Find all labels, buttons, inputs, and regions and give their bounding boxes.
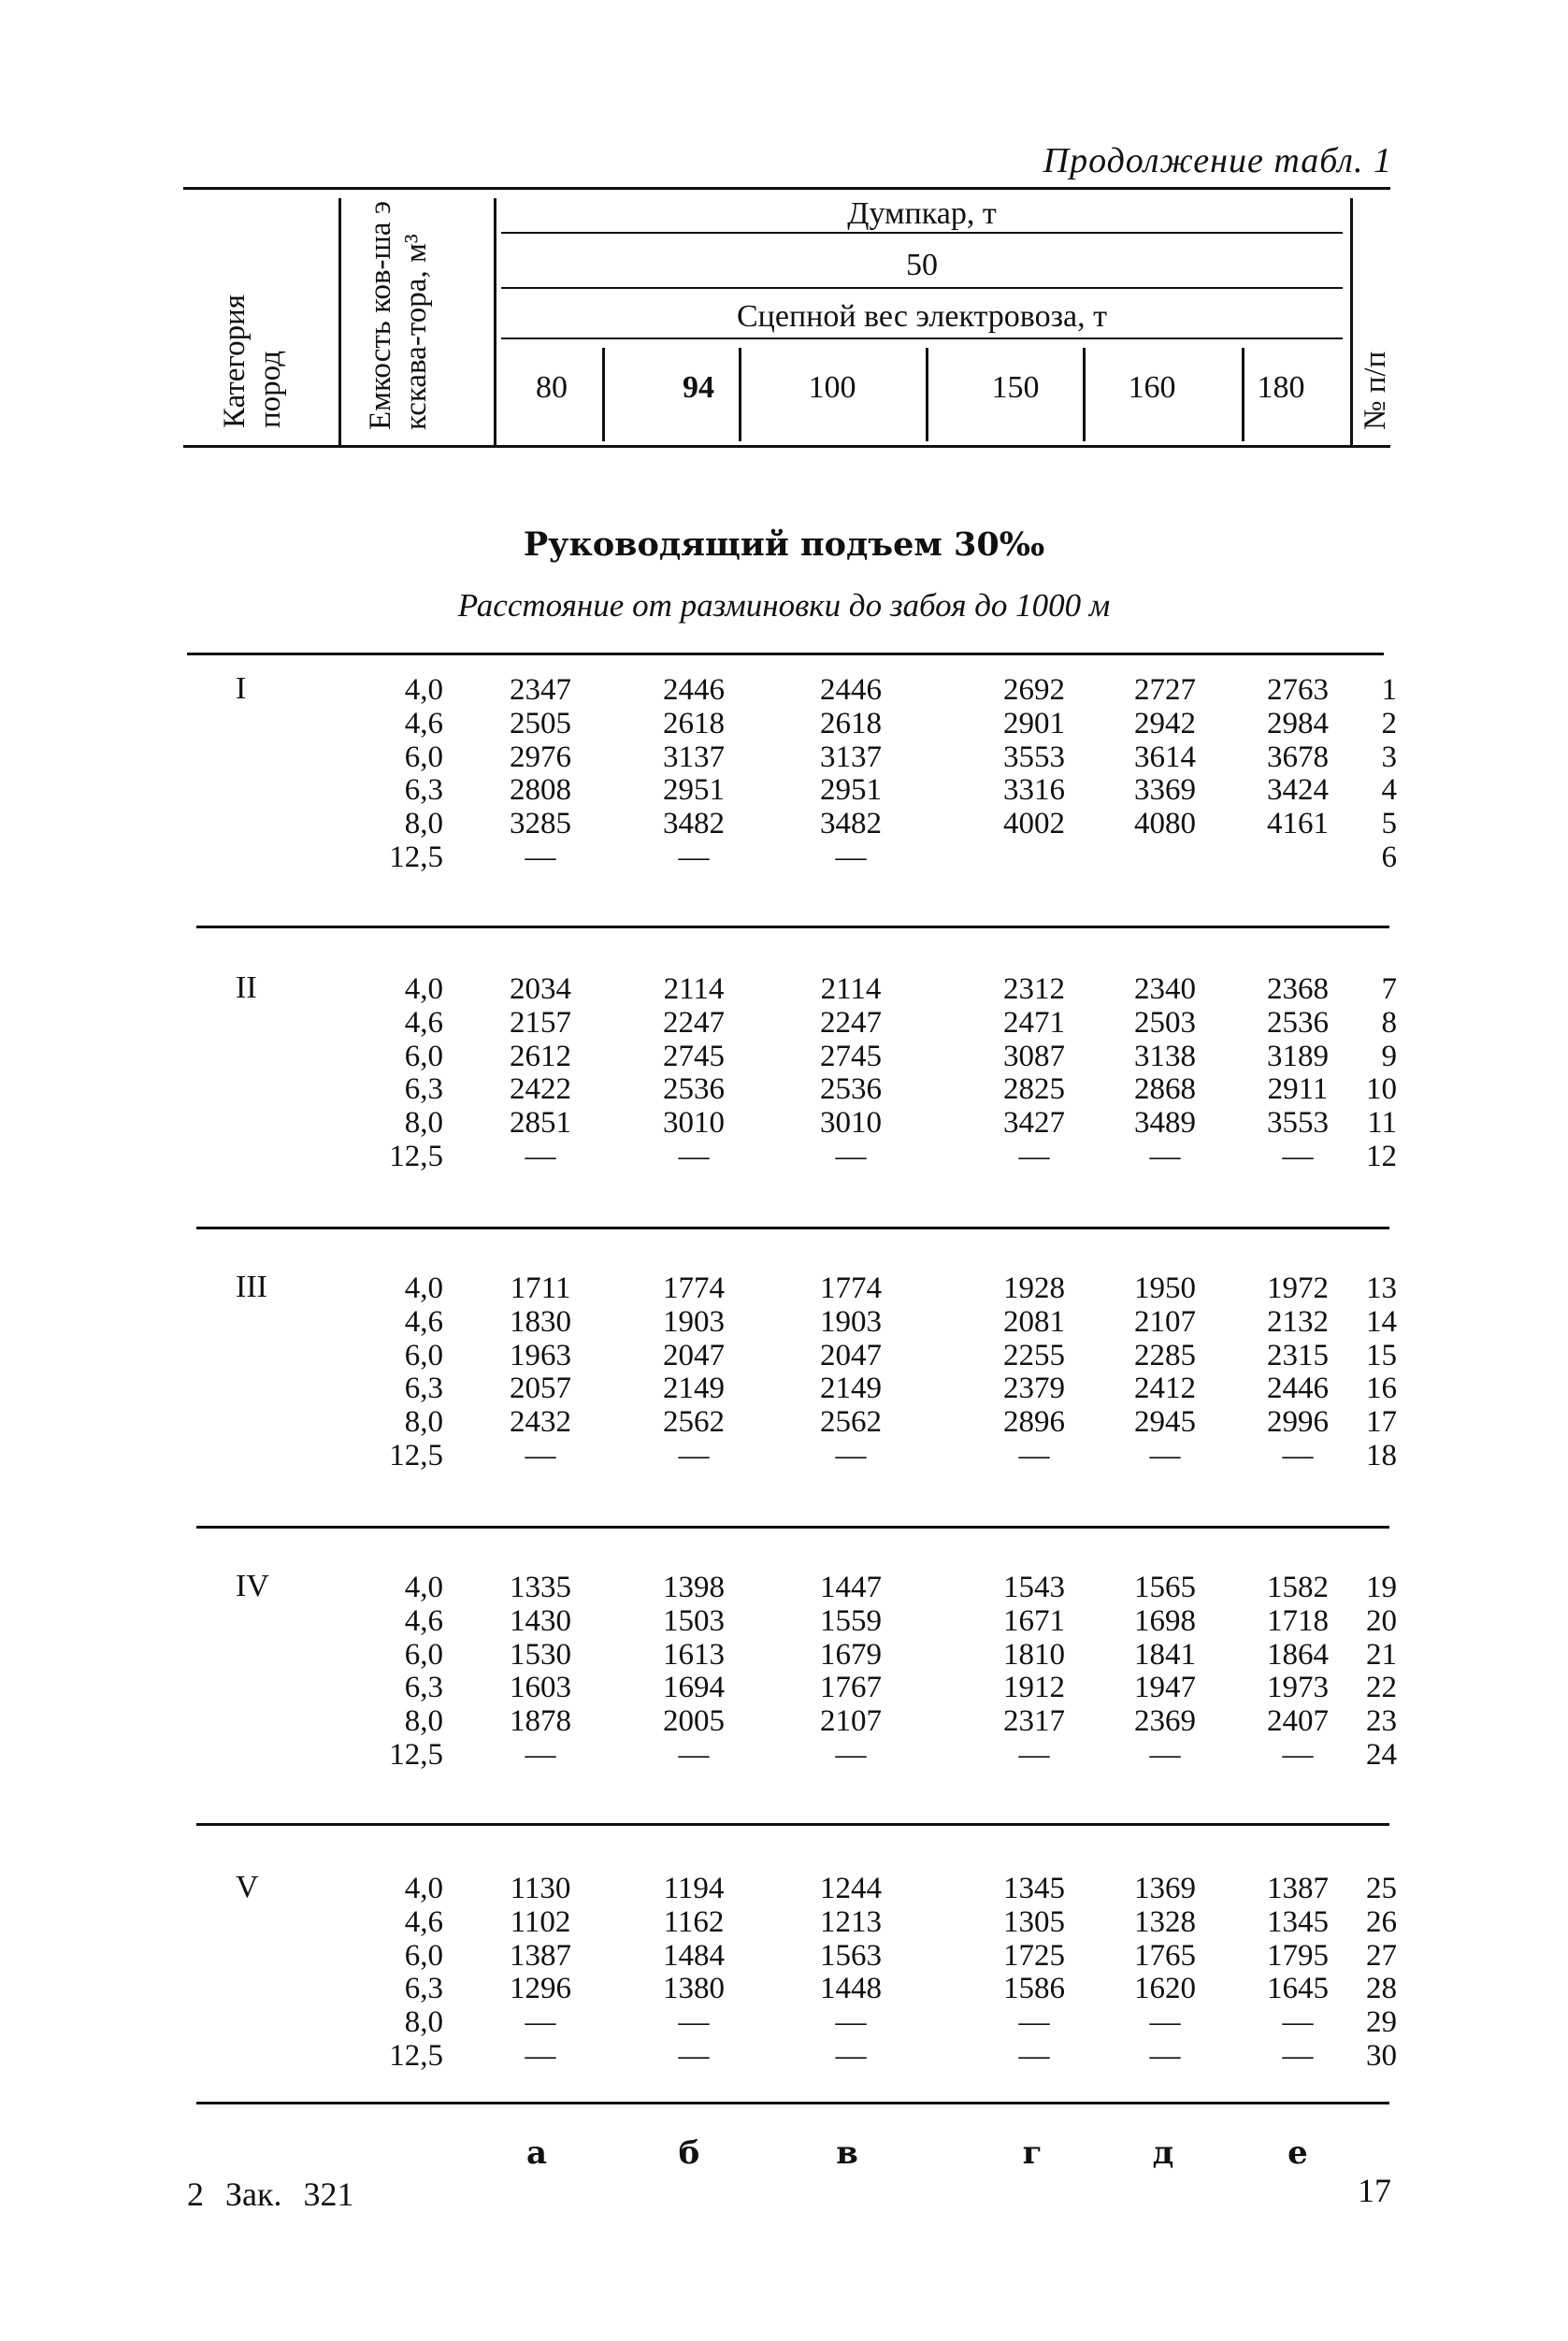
row-number: 14 [1366,1305,1397,1339]
row-number: 9 [1381,1040,1397,1073]
row-number: 28 [1366,1972,1397,2005]
table-cell: 3137 [663,740,725,774]
table-cell: 2536 [1267,1006,1329,1040]
bucket-capacity: 6,3 [404,1671,443,1704]
row-number: 21 [1366,1638,1397,1672]
header-dumpcar-value: 50 [906,248,938,282]
table-cell: 3189 [1267,1040,1329,1073]
table-cell: 1774 [663,1271,725,1305]
table-cell: — [1018,1439,1050,1472]
header-divider-1 [338,198,341,445]
table-cell: 1679 [820,1638,882,1672]
table-cell: — [678,1738,710,1772]
bucket-capacity: 4,0 [404,1271,443,1305]
table-cell: 3678 [1267,740,1329,774]
table-cell: 1698 [1134,1604,1196,1638]
footer-order: 2 Зак. 321 [187,2176,354,2213]
column-letter: б [678,2134,700,2172]
table-cell: 1928 [1003,1271,1065,1305]
table-cell: 2763 [1267,673,1329,707]
row-number: 4 [1381,773,1397,807]
header-rule-dumpcar [501,232,1343,234]
row-number: 11 [1367,1106,1397,1140]
table-cell: 2808 [510,773,571,807]
row-number: 24 [1366,1738,1397,1772]
table-cell: 3553 [1003,740,1065,774]
table-cell: 1559 [820,1604,882,1638]
table-cell: 1950 [1134,1271,1196,1305]
table-cell: 2901 [1003,707,1065,740]
column-letter: г [1022,2134,1043,2172]
bucket-capacity: 6,3 [404,1972,443,2005]
table-cell: — [678,840,710,874]
table-cell: 2745 [820,1040,882,1073]
row-number: 30 [1366,2039,1397,2073]
bucket-capacity: 6,0 [404,1040,443,1073]
row-number: 10 [1366,1072,1397,1106]
header-dumpcar: Думпкар, т [847,196,997,231]
table-cell: 2471 [1003,1006,1065,1040]
table-cell: 1767 [820,1671,882,1704]
table-cell: 4161 [1267,807,1329,840]
table-cell: 2432 [510,1405,571,1439]
bucket-capacity: 4,6 [404,1305,443,1339]
table-cell: — [835,1140,867,1173]
table-cell: 2047 [820,1339,882,1372]
table-cell: 2562 [663,1405,725,1439]
table-cell: 1563 [820,1939,882,1973]
bucket-capacity: 6,3 [404,773,443,807]
table-cell: — [1282,1140,1314,1173]
table-cell: 2562 [820,1405,882,1439]
category-label: I [236,671,247,706]
weight-header: 180 [1257,370,1305,405]
table-cell: — [1018,1140,1050,1173]
header-rule-50 [501,287,1343,289]
row-number: 8 [1381,1006,1397,1040]
bucket-capacity: 8,0 [404,1704,443,1738]
table-cell: 1810 [1003,1638,1065,1672]
row-number: 1 [1381,673,1397,707]
table-cell: 3087 [1003,1040,1065,1073]
header-row-number: № п/п [1359,351,1392,430]
table-cell: — [678,2039,710,2073]
table-cell: — [835,840,867,874]
bucket-capacity: 12,5 [389,840,443,874]
table-cell: 1345 [1267,1905,1329,1939]
table-cell: — [835,1439,867,1472]
table-cell: 1380 [663,1972,725,2005]
bucket-capacity: 6,0 [404,1638,443,1672]
table-cell: 1296 [510,1972,571,2005]
group-rule [187,653,1384,655]
bucket-capacity: 4,6 [404,1604,443,1638]
table-cell: 2149 [820,1372,882,1405]
table-cell: — [525,1140,556,1173]
table-cell: 3553 [1267,1106,1329,1140]
table-cell: 3482 [663,807,725,840]
table-cell: 2951 [820,773,882,807]
table-cell: 1447 [820,1571,882,1604]
row-number: 17 [1366,1405,1397,1439]
table-cell: 2996 [1267,1405,1329,1439]
table-cell: 2984 [1267,707,1329,740]
table-cell: — [678,1140,710,1173]
group-rule [196,1823,1389,1826]
table-cell: 1213 [820,1905,882,1939]
table-cell: 1398 [663,1571,725,1604]
weight-header: 80 [536,370,568,405]
table-cell: 4002 [1003,807,1065,840]
table-cell: 1620 [1134,1972,1196,2005]
table-cell: — [1282,1738,1314,1772]
continuation-caption: Продолжение табл. 1 [1043,141,1392,180]
table-cell: 2446 [663,673,725,707]
weight-divider-3 [926,348,928,441]
table-cell: — [525,1738,556,1772]
table-cell: — [1282,1439,1314,1472]
row-number: 29 [1366,2005,1397,2039]
table-cell: — [678,2005,710,2039]
bucket-capacity: 4,6 [404,707,443,740]
table-cell: 2942 [1134,707,1196,740]
table-cell: 1484 [663,1939,725,1973]
header-category: Категория пород [218,294,287,428]
table-cell: 2503 [1134,1006,1196,1040]
header-bottom-rule [183,445,1390,448]
table-cell: — [1018,2039,1050,2073]
bucket-capacity: 4,0 [404,673,443,707]
table-cell: 2536 [663,1072,725,1106]
table-cell: 2612 [510,1040,571,1073]
table-cell: 1718 [1267,1604,1329,1638]
row-number: 5 [1381,807,1397,840]
table-cell: 2255 [1003,1339,1065,1372]
table-cell: 1586 [1003,1972,1065,2005]
header-top-rule [183,187,1390,190]
table-cell: 1305 [1003,1905,1065,1939]
row-number: 20 [1366,1604,1397,1638]
table-cell: 1369 [1134,1872,1196,1905]
table-cell: 1645 [1267,1972,1329,2005]
row-number: 27 [1366,1939,1397,1973]
table-cell: 1972 [1267,1271,1329,1305]
table-cell: 1878 [510,1704,571,1738]
table-cell: — [1282,2039,1314,2073]
table-cell: 2911 [1267,1072,1329,1106]
table-cell: 1903 [663,1305,725,1339]
bucket-capacity: 6,0 [404,1339,443,1372]
row-number: 23 [1366,1704,1397,1738]
table-cell: 2618 [820,707,882,740]
table-cell: 1613 [663,1638,725,1672]
table-cell: 3316 [1003,773,1065,807]
table-cell: — [1018,1738,1050,1772]
table-cell: 2368 [1267,972,1329,1006]
table-cell: 2047 [663,1339,725,1372]
table-cell: — [835,2039,867,2073]
table-cell: — [835,1738,867,1772]
table-cell: 1774 [820,1271,882,1305]
row-number: 3 [1381,740,1397,774]
table-cell: 2340 [1134,972,1196,1006]
table-cell: 2081 [1003,1305,1065,1339]
weight-header: 94 [683,370,714,405]
table-cell: — [525,2039,556,2073]
table-cell: 1244 [820,1872,882,1905]
group-rule [196,926,1389,928]
table-cell: 2114 [663,972,725,1006]
table-cell: 1530 [510,1638,571,1672]
table-cell: 1973 [1267,1671,1329,1704]
table-cell: 2825 [1003,1072,1065,1106]
column-letter: в [836,2134,858,2172]
row-number: 22 [1366,1671,1397,1704]
table-cell: 2132 [1267,1305,1329,1339]
table-cell: 3369 [1134,773,1196,807]
table-cell: 1671 [1003,1604,1065,1638]
table-cell: 2422 [510,1072,571,1106]
table-cell: 2692 [1003,673,1065,707]
table-cell: 3010 [820,1106,882,1140]
table-cell: 2727 [1134,673,1196,707]
table-cell: 1725 [1003,1939,1065,1973]
bucket-capacity: 8,0 [404,1106,443,1140]
table-cell: — [525,1439,556,1472]
bucket-capacity: 12,5 [389,1140,443,1173]
row-number: 18 [1366,1439,1397,1472]
row-number: 26 [1366,1905,1397,1939]
table-cell: 1963 [510,1339,571,1372]
table-cell: 1903 [820,1305,882,1339]
row-number: 7 [1381,972,1397,1006]
table-cell: 2976 [510,740,571,774]
table-cell: 1448 [820,1972,882,2005]
bucket-capacity: 4,0 [404,1571,443,1604]
category-label: IV [236,1569,269,1603]
table-cell: 2057 [510,1372,571,1405]
table-cell: 2536 [820,1072,882,1106]
table-cell: 1387 [510,1939,571,1973]
table-cell: 2446 [1267,1372,1329,1405]
table-cell: — [525,2005,556,2039]
row-number: 19 [1366,1571,1397,1604]
bucket-capacity: 4,0 [404,1872,443,1905]
weight-divider-4 [1083,348,1086,441]
table-cell: 1130 [510,1872,571,1905]
table-cell: 3424 [1267,773,1329,807]
weight-header: 100 [808,370,856,405]
table-cell: — [678,1439,710,1472]
header-divider-no [1350,198,1353,445]
table-cell: 1795 [1267,1939,1329,1973]
row-number: 15 [1366,1339,1397,1372]
page-number: 17 [1358,2172,1391,2209]
table-cell: 3285 [510,807,571,840]
table-cell: 2896 [1003,1405,1065,1439]
table-cell: — [1149,2039,1181,2073]
bucket-capacity: 8,0 [404,807,443,840]
table-cell: 1864 [1267,1638,1329,1672]
table-cell: 2005 [663,1704,725,1738]
table-cell: 4080 [1134,807,1196,840]
table-cell: 2945 [1134,1405,1196,1439]
bucket-capacity: 8,0 [404,1405,443,1439]
table-cell: 1102 [510,1905,571,1939]
table-cell: 3482 [820,807,882,840]
table-cell: 2149 [663,1372,725,1405]
table-cell: 1841 [1134,1638,1196,1672]
table-cell: 3614 [1134,740,1196,774]
category-label: III [236,1270,267,1304]
table-cell: 1328 [1134,1905,1196,1939]
weight-header: 160 [1128,370,1176,405]
table-cell: — [1149,1439,1181,1472]
table-cell: 3489 [1134,1106,1196,1140]
table-cell: — [1149,2005,1181,2039]
table-cell: 1345 [1003,1872,1065,1905]
header-loco-weight: Сцепной вес электровоза, т [736,299,1107,334]
section-subtitle: Расстояние от разминовки до забоя до 1000 м [457,587,1111,624]
table-cell: 3427 [1003,1106,1065,1140]
table-cell: — [1018,2005,1050,2039]
table-cell: 2379 [1003,1372,1065,1405]
table-cell: 1912 [1003,1671,1065,1704]
bucket-capacity: 4,6 [404,1905,443,1939]
table-cell: 2247 [820,1006,882,1040]
table-cell: 1543 [1003,1571,1065,1604]
table-cell: 1387 [1267,1872,1329,1905]
table-cell: 2745 [663,1040,725,1073]
group-rule [196,1227,1389,1229]
table-cell: 2247 [663,1006,725,1040]
table-cell: 1335 [510,1571,571,1604]
column-letter: а [525,2134,548,2172]
table-cell: 2312 [1003,972,1065,1006]
table-cell: 1694 [663,1671,725,1704]
bucket-capacity: 6,0 [404,1939,443,1973]
category-label: V [236,1870,259,1904]
table-cell: 2107 [1134,1305,1196,1339]
table-cell: 1830 [510,1305,571,1339]
table-cell: 1565 [1134,1571,1196,1604]
table-cell: 1503 [663,1604,725,1638]
group-rule [196,2102,1389,2104]
group-rule [196,1526,1389,1529]
table-cell: 2446 [820,673,882,707]
table-cell: — [1149,1738,1181,1772]
table-cell: — [1282,2005,1314,2039]
table-cell: 2317 [1003,1704,1065,1738]
bucket-capacity: 4,6 [404,1006,443,1040]
table-cell: 1582 [1267,1571,1329,1604]
row-number: 2 [1381,707,1397,740]
table-cell: 1603 [510,1671,571,1704]
table-cell: 2285 [1134,1339,1196,1372]
bucket-capacity: 12,5 [389,1738,443,1772]
table-cell: 2369 [1134,1704,1196,1738]
row-number: 16 [1366,1372,1397,1405]
header-rule-weight [501,338,1343,339]
header-capacity: Емкость ков-ша экскава-тора, м³ [364,201,433,430]
table-cell: 1430 [510,1604,571,1638]
bucket-capacity: 6,0 [404,740,443,774]
table-cell: — [1149,1140,1181,1173]
table-cell: 2505 [510,707,571,740]
table-cell: — [835,2005,867,2039]
table-cell: 2951 [663,773,725,807]
table-cell: 3010 [663,1106,725,1140]
table-cell: 3137 [820,740,882,774]
weight-header: 150 [991,370,1040,405]
table-cell: 2157 [510,1006,571,1040]
category-label: II [236,970,257,1005]
bucket-capacity: 6,3 [404,1072,443,1106]
bucket-capacity: 8,0 [404,2005,443,2039]
table-cell: 1162 [663,1905,725,1939]
table-cell: 2114 [820,972,882,1006]
bucket-capacity: 12,5 [389,2039,443,2073]
row-number: 6 [1381,840,1397,874]
table-cell: 2407 [1267,1704,1329,1738]
row-number: 12 [1366,1140,1397,1173]
row-number: 13 [1366,1271,1397,1305]
header-divider-2 [494,198,496,445]
section-title: Руководящий подъем 30‰ [523,525,1045,564]
bucket-capacity: 6,3 [404,1372,443,1405]
row-number: 25 [1366,1872,1397,1905]
column-letter: е [1287,2134,1308,2172]
table-cell: 2851 [510,1106,571,1140]
bucket-capacity: 12,5 [389,1439,443,1472]
table-cell: 2107 [820,1704,882,1738]
table-cell: 1711 [510,1271,571,1305]
table-cell: 2315 [1267,1339,1329,1372]
table-cell: 1194 [663,1872,725,1905]
table-cell: 1765 [1134,1939,1196,1973]
table-cell: 2618 [663,707,725,740]
table-cell: 2347 [510,673,571,707]
table-cell: 2412 [1134,1372,1196,1405]
bucket-capacity: 4,0 [404,972,443,1006]
table-cell: 2868 [1134,1072,1196,1106]
table-cell: 3138 [1134,1040,1196,1073]
table-cell: — [525,840,556,874]
column-letter: д [1152,2134,1174,2172]
table-cell: 2034 [510,972,571,1006]
table-cell: 1947 [1134,1671,1196,1704]
